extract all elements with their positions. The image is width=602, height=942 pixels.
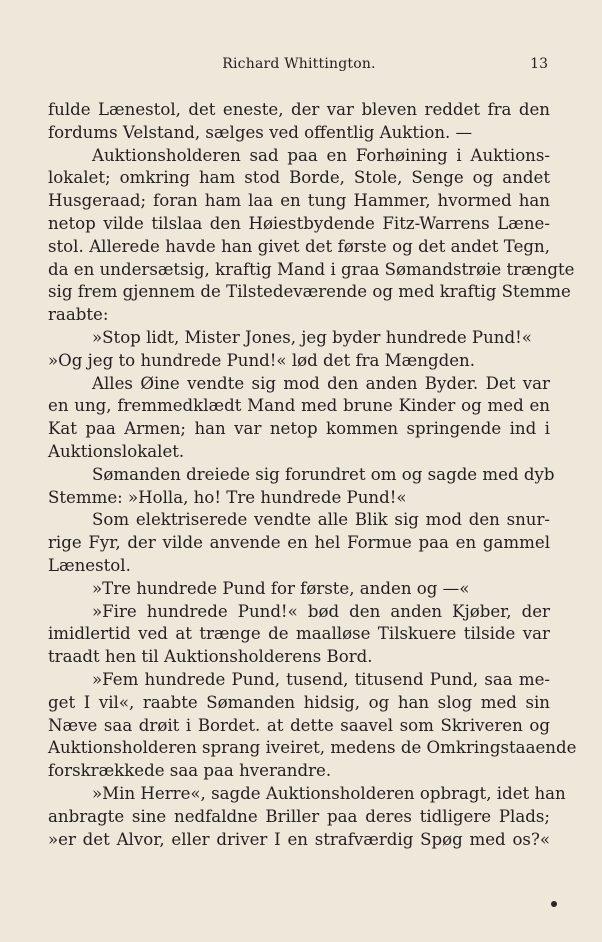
text-line: sig frem gjennem de Tilstedeværende og med kraftig Stemme: [48, 282, 571, 302]
text-line: raabte:: [48, 305, 109, 325]
running-title: Richard Whittington.: [222, 56, 376, 72]
text-line: Husgeraad; foran ham laa en tung Hammer, hvormed han: [48, 191, 550, 211]
text-line: stol. Allerede havde han givet det første og det andet Tegn,: [48, 236, 550, 256]
text-line: Sømanden dreiede sig forundret om og sagde med dyb: [92, 464, 555, 484]
text-line: »Min Herre«, sagde Auktionsholderen opbragt, idet han: [92, 783, 566, 803]
text-line: Næve saa drøit i Bordet. at dette saavel som Skriveren og: [48, 715, 550, 735]
text-line: »Tre hundrede Pund for første, anden og —«: [92, 578, 470, 598]
text-line: Alles Øine vendte sig mod den anden Byder. Det var: [92, 373, 550, 393]
text-line: lokalet; omkring ham stod Borde, Stole, Senge og andet: [48, 168, 550, 188]
text-line: fulde Lænestol, det eneste, der var bleven reddet fra den: [48, 100, 550, 119]
text-line: Som elektriserede vendte alle Blik sig mod den snur-: [92, 510, 550, 530]
text-line: Auktionsholderen sad paa en Forhøining i Auktions-: [92, 145, 550, 165]
text-line: »Og jeg to hundrede Pund!« lød det fra Mængden.: [48, 350, 475, 370]
text-line: fordums Velstand, sælges ved offentlig Auktion. —: [48, 122, 473, 142]
text-line: rige Fyr, der vilde anvende en hel Formue paa en gammel: [48, 533, 550, 553]
text-line: Lænestol.: [48, 555, 131, 575]
text-line: Auktionsholderen sprang iveiret, medens de Omkringstaaende: [48, 738, 577, 758]
text-line: »Fire hundrede Pund!« bød den anden Kjøber, der: [92, 601, 550, 621]
text-line: imidlertid ved at trænge de maalløse Tilskuere tilside var: [48, 624, 550, 644]
ink-dot: [551, 901, 557, 907]
text-line: netop vilde tilslaa den Høiestbydende Fitz-Warrens Læne-: [48, 213, 550, 233]
running-head: [48, 56, 550, 76]
text-line: en ung, fremmedklædt Mand med brune Kinder og med en: [48, 396, 550, 416]
text-line: get I vil«, raabte Sømanden hidsig, og han slog med sin: [48, 692, 550, 712]
text-line: Kat paa Armen; han var netop kommen springende ind i: [48, 419, 550, 439]
text-line: »er det Alvor, eller driver I en strafværdig Spøg med os?«: [48, 829, 550, 849]
text-line: forskrækkede saa paa hverandre.: [48, 761, 332, 781]
page-number: 13: [530, 56, 548, 72]
text-line: Auktionslokalet.: [48, 441, 185, 461]
text-line: »Fem hundrede Pund, tusend, titusend Pund, saa me-: [92, 669, 550, 689]
text-line: Stemme: »Holla, ho! Tre hundrede Pund!«: [48, 487, 407, 507]
text-line: da en undersætsig, kraftig Mand i graa Sømandstrøie trængte: [48, 259, 575, 279]
text-line: anbragte sine nedfaldne Briller paa deres tidligere Plads;: [48, 806, 550, 826]
body-text: [48, 99, 577, 851]
text-line: »Stop lidt, Mister Jones, jeg byder hundrede Pund!«: [92, 327, 532, 347]
text-line: traadt hen til Auktionsholderens Bord.: [48, 647, 373, 667]
